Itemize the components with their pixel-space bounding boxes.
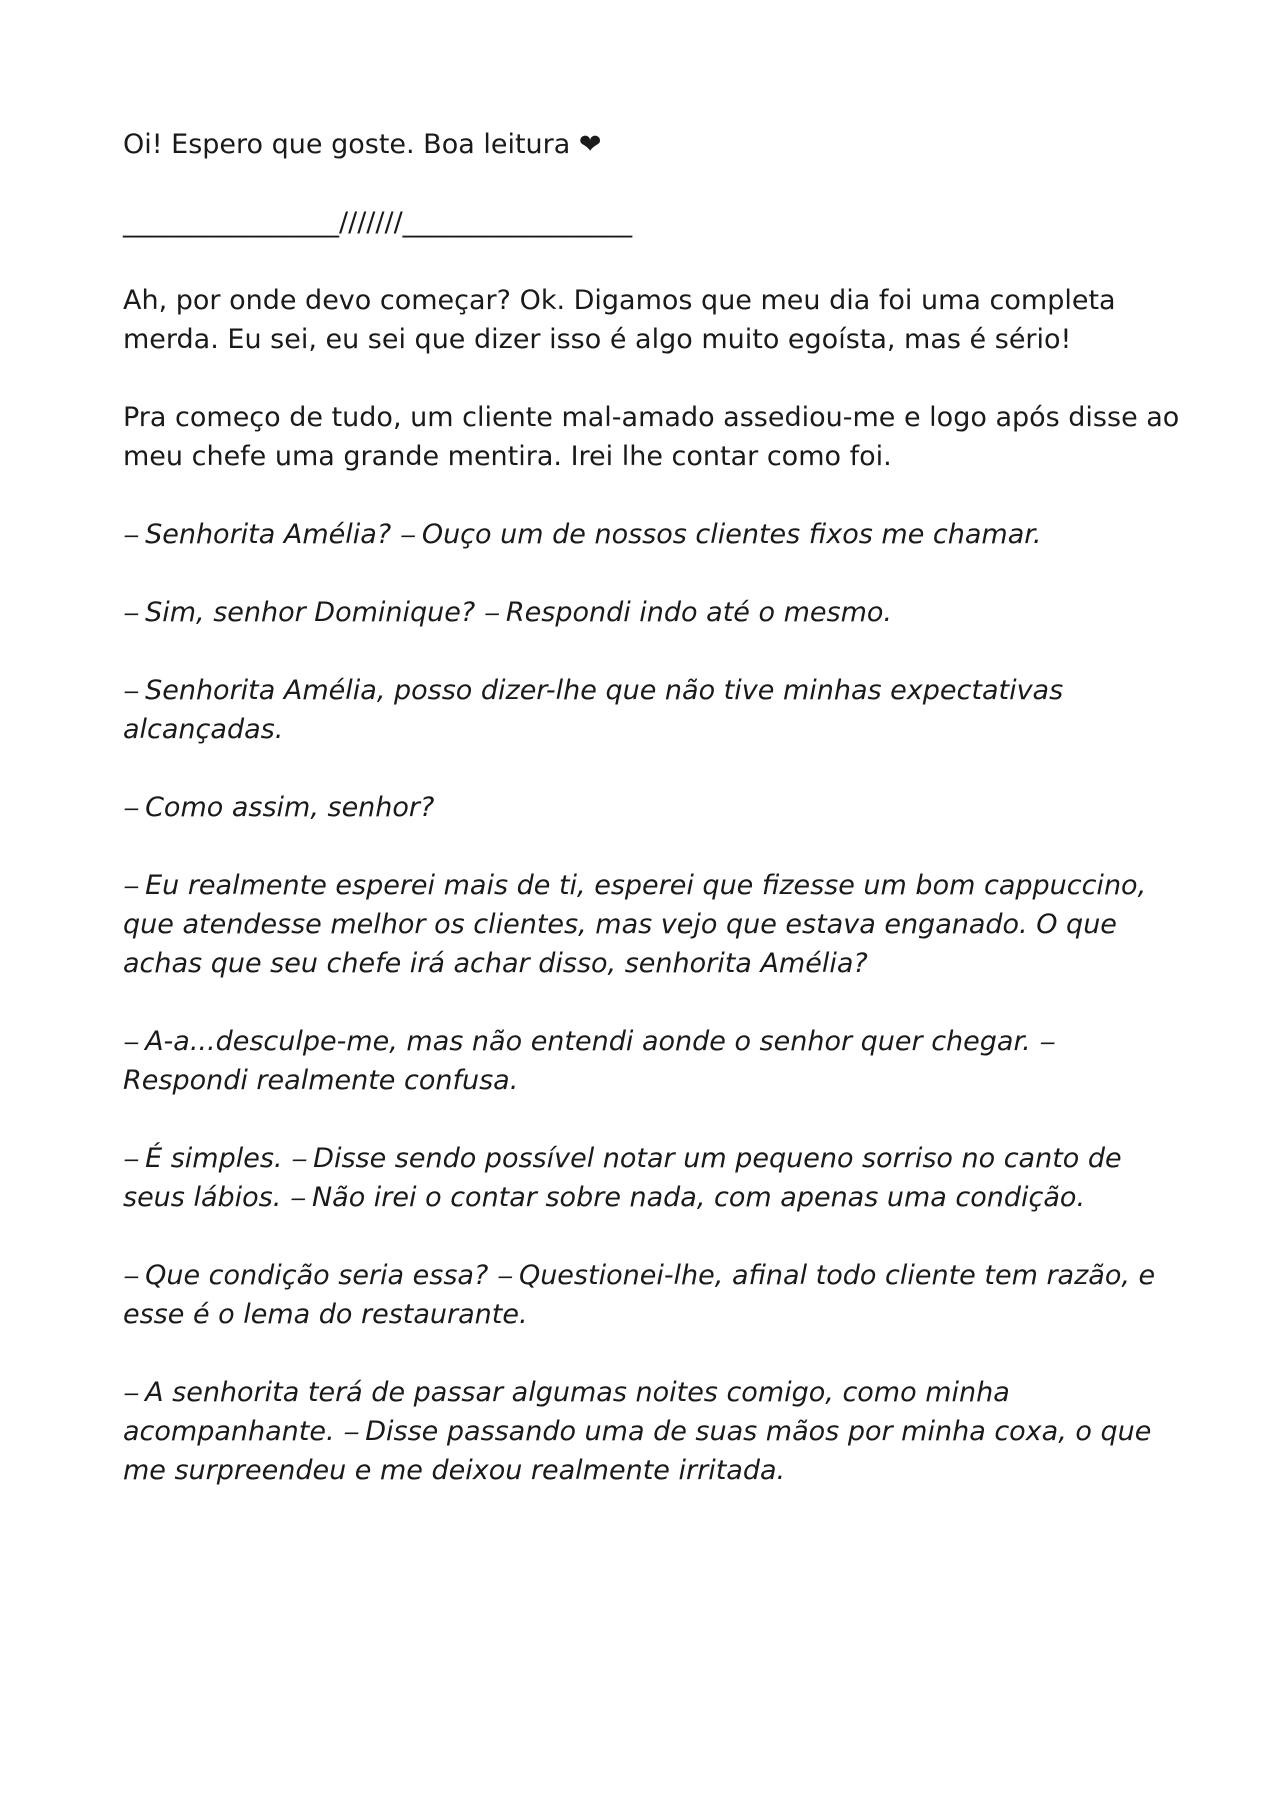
heart-icon: ❤: [578, 129, 602, 160]
dialogue-line: ⎯ Como assim, senhor?: [123, 792, 435, 823]
dialogue-line: ⎯ Sim, senhor Dominique? ⎯ Respondi indo até o mesmo.: [123, 597, 892, 628]
dialogue-line: ⎯ É simples. ⎯ Disse sendo possível notar um pequeno sorriso no canto de seus lábios. ⎯ Não irei o contar sobre nada, com apenas uma condição.: [123, 1143, 1122, 1213]
greeting-text: Oi! Espero que goste. Boa leitura: [123, 129, 571, 160]
paragraph-context: Pra começo de tudo, um cliente mal-amado assediou-me e logo após disse ao meu chefe uma grande mentira. Irei lhe contar como foi.: [123, 402, 1180, 472]
dialogue-line: ⎯ A-a...desculpe-me, mas não entendi aonde o senhor quer chegar. ⎯ Respondi realmente confusa.: [123, 1026, 1053, 1096]
dialogue-line: ⎯ Senhorita Amélia, posso dizer-lhe que não tive minhas expectativas alcançadas.: [123, 675, 1064, 745]
dialogue-line: ⎯ Que condição seria essa? ⎯ Questionei-lhe, afinal todo cliente tem razão, e esse é o lema do restaurante.: [123, 1260, 1156, 1330]
dialogue-line: ⎯ A senhorita terá de passar algumas noites comigo, como minha acompanhante. ⎯ Disse passando uma de suas mãos por minha coxa, o que me surpreendeu e me deixou realmente irritada.: [123, 1377, 1152, 1486]
greeting-line: [123, 125, 1183, 164]
document-page: [123, 125, 1183, 1529]
dialogue-line: ⎯ Eu realmente esperei mais de ti, esperei que fizesse um bom cappuccino, que atendesse melhor os clientes, mas vejo que estava enganado. O que achas que seu chefe irá achar disso, senhorita Amélia?: [123, 870, 1147, 979]
dialogue-line: ⎯ Senhorita Amélia? ⎯ Ouço um de nossos clientes fixos me chamar.: [123, 519, 1042, 550]
paragraph-intro: Ah, por onde devo começar? Ok. Digamos que meu dia foi uma completa merda. Eu sei, eu sei que dizer isso é algo muito egoísta, mas é sério!: [123, 285, 1116, 355]
section-separator: ________________///////_________________: [123, 207, 633, 238]
